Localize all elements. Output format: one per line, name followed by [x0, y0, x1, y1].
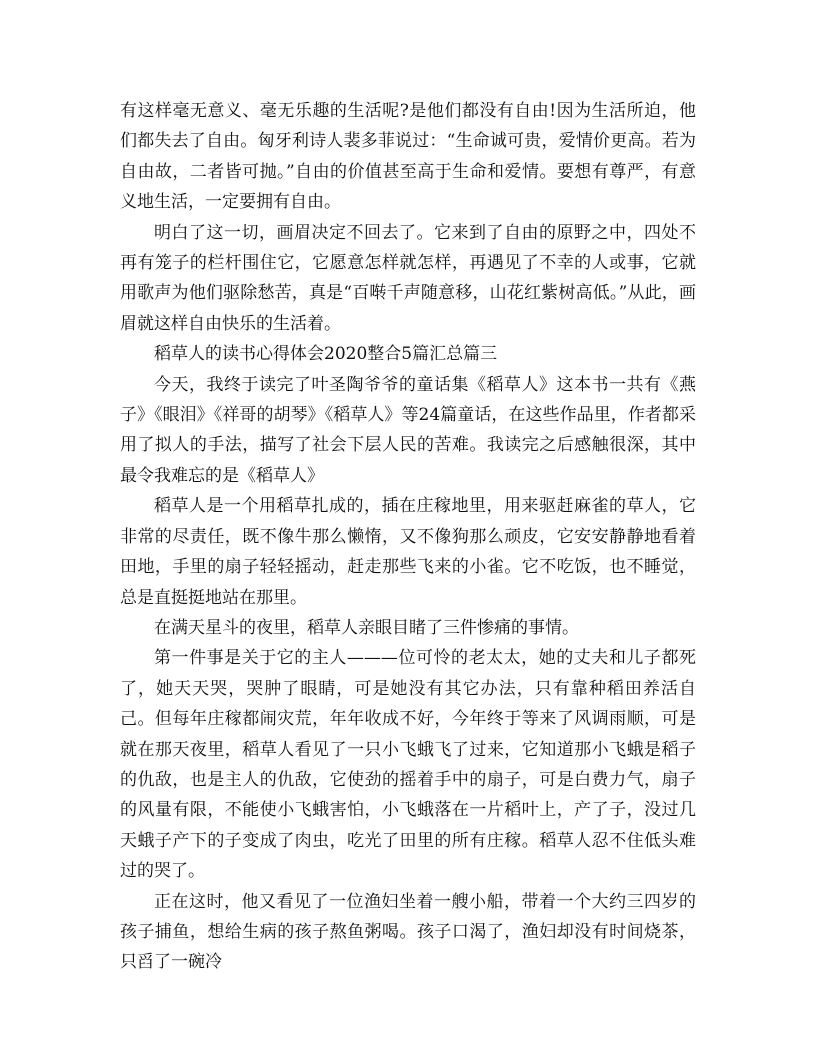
paragraph-2: 明白了这一切，画眉决定不回去了。它来到了自由的原野之中，四处不再有笼子的栏杆围住它，它愿意怎样就怎样，再遇见了不幸的人或事，它就用歌声为他们驱除愁苦，真是“百啭千声随意移，山花红紫树高低。”从此，画眉就这样自由快乐的生活着。: [120, 222, 696, 334]
paragraph-6: 第一件事是关于它的主人———位可怜的老太太，她的丈夫和儿子都死了，她天天哭，哭肿了眼睛，可是她没有其它办法，只有靠种稻田养活自己。但每年庄稼都闹灾荒，年年收成不好，今年终于等来了风调雨顺，可是就在那天夜里，稻草人看见了一只小飞蛾飞了过来，它知道那小飞蛾是稻子的仇敌，也是主人的仇敌，它使劲的摇着手中的扇子，可是白费力气，扇子的风量有限，不能使小飞蛾害怕，小飞蛾落在一片稻叶上，产了子，没过几天蛾子产下的子变成了肉虫，吃光了田里的所有庄稼。稻草人忍不住低头难过的哭了。: [120, 648, 696, 882]
paragraph-4: 稻草人是一个用稻草扎成的，插在庄稼地里，用来驱赶麻雀的草人，它非常的尽责任，既不像牛那么懒惰，又不像狗那么顽皮，它安安静静地看着田地，手里的扇子轻轻摇动，赶走那些飞来的小雀。它不吃饭，也不睡觉，总是直挺挺地站在那里。: [120, 496, 696, 608]
section-heading: 稻草人的读书心得体会2020整合5篇汇总篇三: [154, 344, 498, 365]
paragraph-1: 有这样毫无意义、毫无乐趣的生活呢?是他们都没有自由!因为生活所迫，他们都失去了自由。匈牙利诗人裴多菲说过：“生命诚可贵，爱情价更高。若为自由故，二者皆可抛。”自由的价值甚至高于生命和爱情。要想有尊严，有意义地生活，一定要拥有自由。: [120, 101, 696, 213]
paragraph-7: 正在这时，他又看见了一位渔妇坐着一艘小船，带着一个大约三四岁的孩子捕鱼，想给生病的孩子熬鱼粥喝。孩子口渴了，渔妇却没有时间烧茶，只舀了一碗冷: [120, 891, 696, 973]
paragraph-3: 今天，我终于读完了叶圣陶爷爷的童话集《稻草人》这本书一共有《燕子》《眼泪》《祥哥的胡琴》《稻草人》等24篇童话，在这些作品里，作者都采用了拟人的手法，描写了社会下层人民的苦难。我读完之后感触很深，其中最令我难忘的是《稻草人》: [120, 374, 696, 486]
paragraph-5: 在满天星斗的夜里，稻草人亲眼目睹了三件惨痛的事情。: [154, 617, 579, 638]
document-body: [120, 96, 696, 978]
